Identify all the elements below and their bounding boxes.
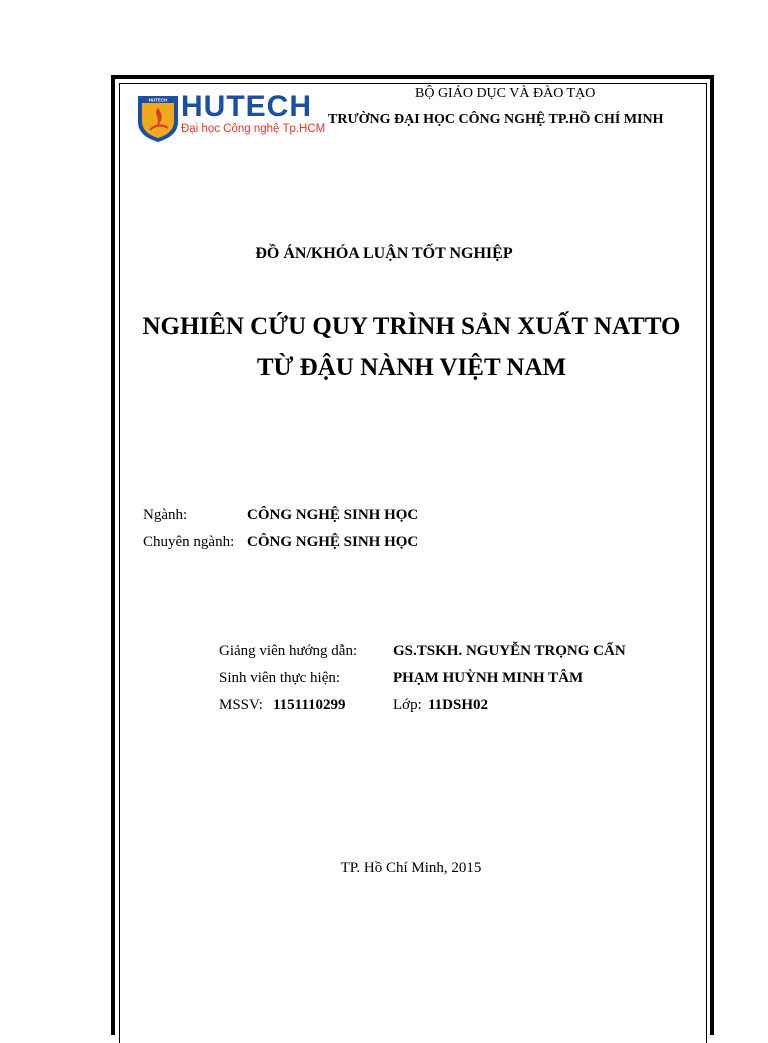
specialization-label: Chuyên ngành: bbox=[143, 534, 235, 550]
page-border-inner bbox=[119, 83, 707, 1043]
logo-wordmark: HUTECH bbox=[181, 90, 312, 123]
student-label: Sinh viên thực hiện: bbox=[219, 670, 341, 686]
specialization-value: CÔNG NGHỆ SINH HỌC bbox=[247, 534, 419, 550]
student-id-label: MSSV: bbox=[219, 697, 263, 713]
student-value: PHẠM HUỲNH MINH TÂM bbox=[393, 670, 584, 686]
document-type: ĐỒ ÁN/KHÓA LUẬN TỐT NGHIỆP bbox=[255, 245, 513, 262]
advisor-value: GS.TSKH. NGUYỄN TRỌNG CẨN bbox=[393, 643, 626, 659]
ministry-name: BỘ GIÁO DỤC VÀ ĐÀO TẠO bbox=[415, 86, 596, 101]
thesis-title-line-1: NGHIÊN CỨU QUY TRÌNH SẢN XUẤT NATTO bbox=[142, 313, 681, 340]
major-label: Ngành: bbox=[143, 507, 188, 523]
svg-text:HUTECH: HUTECH bbox=[148, 97, 168, 103]
class-value: 11DSH02 bbox=[428, 697, 489, 713]
class-label: Lớp: bbox=[393, 697, 422, 713]
place-and-year: TP. Hồ Chí Minh, 2015 bbox=[340, 860, 482, 876]
thesis-title-line-2: TỪ ĐẬU NÀNH VIỆT NAM bbox=[256, 354, 567, 381]
advisor-label: Giảng viên hướng dẫn: bbox=[219, 643, 358, 659]
student-id-value: 1151110299 bbox=[273, 697, 346, 713]
logo-tagline: Đại học Công nghệ Tp.HCM bbox=[181, 123, 326, 135]
major-value: CÔNG NGHỆ SINH HỌC bbox=[247, 507, 419, 523]
university-name: TRƯỜNG ĐẠI HỌC CÔNG NGHỆ TP.HỒ CHÍ MINH bbox=[328, 112, 664, 127]
